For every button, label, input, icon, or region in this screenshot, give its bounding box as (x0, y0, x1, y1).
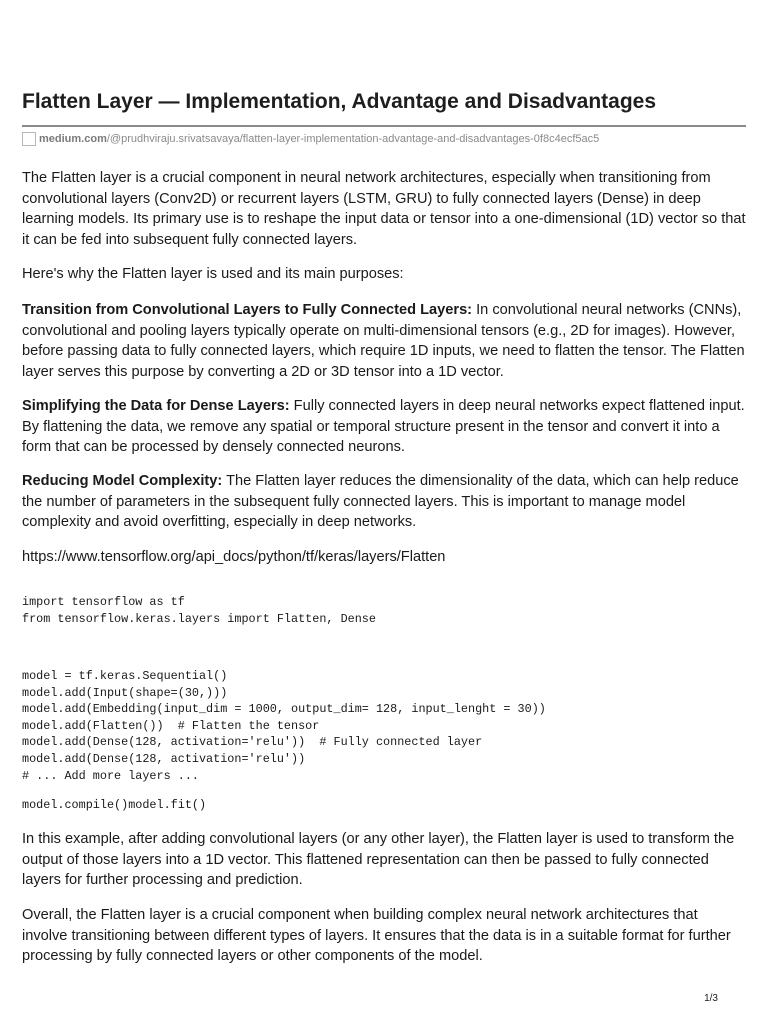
source-domain[interactable]: medium.com (39, 133, 107, 145)
why-intro-paragraph: Here's why the Flatten layer is used and its main purposes: (22, 266, 404, 282)
favicon-icon (22, 132, 36, 146)
tensorflow-link[interactable]: https://www.tensorflow.org/api_docs/python/tf/keras/layers/Flatten (22, 549, 446, 565)
point-body: Fully connected layers in deep neural networks expect flattened input. By flattening the data, we remove any spatial or temporal structure present in the tensor and convert it into a form that can be processed by densely connected neurons. (22, 398, 745, 455)
point-simplifying (22, 396, 746, 458)
page-number: 1/3 (704, 993, 718, 1004)
source-path[interactable]: /@prudhviraju.srivatsavaya/flatten-layer-implementation-advantage-and-disadvantages-0f8c4ecf5ac5 (106, 133, 600, 145)
point-body: In convolutional neural networks (CNNs), convolutional and pooling layers typically operate on multi-dimensional tensors (e.g., 2D for images). However, before passing data to fully connected layers, which require 1D inputs, we need to flatten the tensor. The Flatten layer serves this purpose by converting a 2D or 3D tensor into a 1D vector. (22, 302, 745, 380)
intro-paragraph: The Flatten layer is a crucial component in neural network architectures, especially when transitioning from convolutional layers (Conv2D) or recurrent layers (LSTM, GRU) to fully connected layers (Dense) in deep learning models. Its primary use is to reshape the input data or tensor into a one-dimensional (1D) vector so that it can be fed into subsequent fully connected layers. (22, 170, 746, 248)
point-transition (22, 300, 746, 382)
point-heading: Transition from Convolutional Layers to Fully Connected Layers: (22, 302, 473, 318)
source-line[interactable] (22, 131, 599, 147)
title-divider (22, 125, 746, 127)
point-reducing (22, 471, 746, 533)
example-paragraph: In this example, after adding convolutional layers (or any other layer), the Flatten layer is used to transform the output of those layers into a 1D vector. This flattened representation can then be passed to fully connected layers for further processing and prediction. (22, 831, 735, 888)
code-compile: model.compile()model.fit() (22, 798, 207, 812)
point-heading: Reducing Model Complexity: (22, 473, 223, 489)
article-title: Flatten Layer — Implementation, Advantage and Disadvantages (22, 90, 657, 113)
overall-paragraph: Overall, the Flatten layer is a crucial component when building complex neural network architectures that involve transitioning between different types of layers. It ensures that the data is in a suitable format for further processing by fully connected layers or other components of the model. (22, 907, 731, 964)
code-imports: import tensorflow as tf from tensorflow.keras.layers import Flatten, Dense (22, 595, 376, 626)
point-heading: Simplifying the Data for Dense Layers: (22, 398, 290, 414)
code-model: model = tf.keras.Sequential() model.add(Input(shape=(30,))) model.add(Embedding(input_dim = 1000, output_dim= 128, input_lenght = 30)) model.add(Flatten()) # Flatten the tensor model.add(Dense(128, activation='relu')) # Fully connected layer model.add(Dense(128, activation='relu')) # ... Add more layers ... (22, 669, 546, 783)
point-body: The Flatten layer reduces the dimensionality of the data, which can help reduce the number of parameters in the subsequent fully connected layers. This is important to manage model complexity and avoid overfitting, especially in deep networks. (22, 473, 739, 530)
